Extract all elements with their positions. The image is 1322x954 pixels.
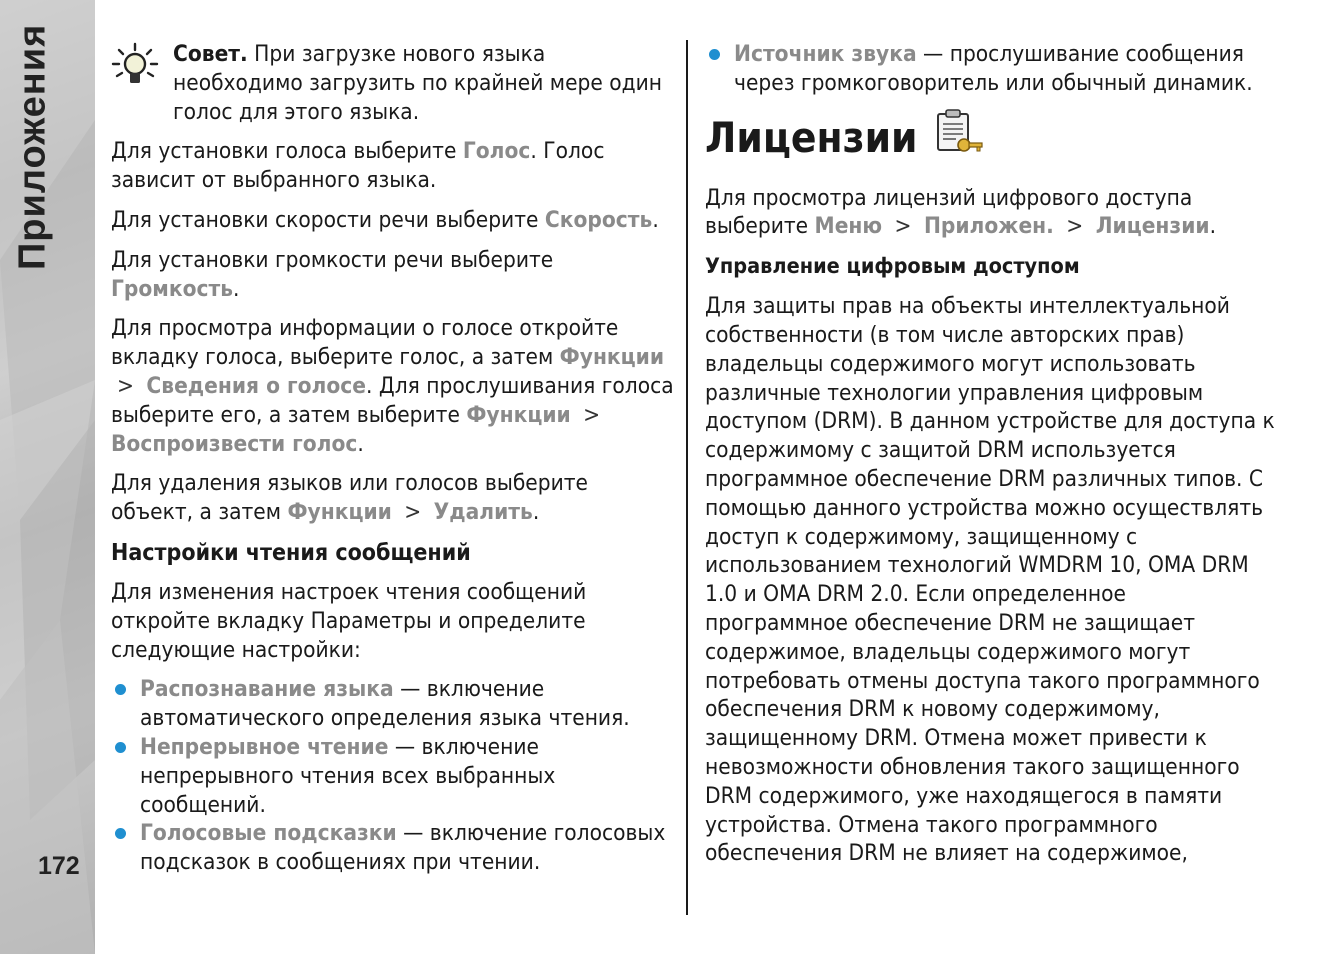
text: Для просмотра информации о голосе откройте вкладку голоса, выберите голос, а затем xyxy=(111,315,619,371)
bullet-desc: — включение непрерывного чтения всех выбранных сообщений. xyxy=(140,733,556,818)
selection-volume: Громкость xyxy=(111,275,234,302)
license-key-icon xyxy=(934,108,984,168)
tip-body: При загрузке нового языка необходимо загрузить по крайней мере один голос для этого языка. xyxy=(173,41,663,125)
list-item xyxy=(111,675,676,733)
text: . Голос зависит от выбранного языка. xyxy=(111,138,605,194)
path-separator: > xyxy=(1066,213,1084,240)
left-column xyxy=(111,40,676,877)
selection-play-voice: Воспроизвести голос xyxy=(111,430,358,457)
selection-functions: Функции xyxy=(466,401,571,428)
path-separator: > xyxy=(117,372,134,399)
right-column xyxy=(705,40,1275,879)
selection-delete: Удалить xyxy=(433,499,533,526)
selection-licenses: Лицензии xyxy=(1095,213,1210,240)
section-title: Приложения xyxy=(11,23,54,270)
tip-label: Совет. xyxy=(173,41,248,67)
speed-paragraph xyxy=(111,206,676,235)
list-item xyxy=(111,819,676,877)
text: . xyxy=(357,430,364,457)
volume-paragraph xyxy=(111,246,676,304)
text: . Для прослушивания голоса выберите его, а затем выберите xyxy=(111,372,674,428)
reading-settings-paragraph: Для изменения настроек чтения сообщений откройте вкладку Параметры и определите следующие настройки: xyxy=(111,578,587,663)
reading-settings-list xyxy=(111,675,676,877)
text: Для удаления языков или голосов выберите объект, а затем xyxy=(111,470,589,526)
selection-voice-info: Сведения о голосе xyxy=(146,372,367,399)
bullet-term: Непрерывное чтение xyxy=(140,733,389,760)
column-divider xyxy=(686,40,688,915)
selection-voice: Голос xyxy=(462,138,531,165)
text: Для установки скорости речи выберите xyxy=(111,206,539,233)
bullet-term: Голосовые подсказки xyxy=(140,820,397,847)
text: Для установки громкости речи выберите xyxy=(111,246,554,273)
selection-functions: Функции xyxy=(287,499,392,526)
selection-speed: Скорость xyxy=(544,206,653,233)
text: . xyxy=(233,275,240,302)
drm-paragraph: Для защиты прав на объекты интеллектуальной собственности (в том числе авторских прав) владельцы содержимого могут использовать различные технологии управления цифровым доступом (DRM). В данном устройстве для доступа к содержимому с защитой DRM используется программное обеспечение DRM различных типов. С помощью данного устройства можно осуществлять доступ к содержимому, защищенному с использованием технологий WMDRM 10, OMA DRM 1.0 и OMA DRM 2.0. Если определенное программное обеспечение DRM не защищает содержимое, владельцы содержимого могут потребовать отмены доступа такого программного обеспечения DRM к новому содержимому, защищенному DRM. Отмена может привести к невозможности обновления такого защищенного DRM содержимого, уже находящегося в памяти устройства. Отмена такого программного обеспечения DRM не влияет на содержимое, xyxy=(705,293,1275,867)
bullet-desc: — включение голосовых подсказок в сообщениях при чтении. xyxy=(140,820,666,876)
licenses-title xyxy=(705,108,1275,168)
bullet-desc: — включение автоматического определения языка чтения. xyxy=(140,676,630,732)
text: Для просмотра лицензий цифрового доступа выберите xyxy=(705,184,1193,240)
bullet-icon xyxy=(115,828,126,839)
bullet-icon xyxy=(709,49,720,60)
drm-heading: Управление цифровым доступом xyxy=(705,254,1080,280)
bullet-icon xyxy=(115,684,126,695)
selection-menu: Меню xyxy=(814,213,883,240)
tip-text xyxy=(173,40,676,126)
bullet-desc: — прослушивание сообщения через громкоговоритель или обычный динамик. xyxy=(734,41,1253,96)
text: . xyxy=(532,499,540,526)
list-item xyxy=(111,733,676,819)
text: Для установки голоса выберите xyxy=(111,138,457,165)
licenses-paragraph xyxy=(705,184,1275,242)
lightbulb-icon xyxy=(111,40,173,96)
licenses-title-text: Лицензии xyxy=(705,112,918,162)
text: . xyxy=(1209,213,1216,240)
page-number: 172 xyxy=(38,852,80,880)
voice-paragraph xyxy=(111,137,676,195)
delete-paragraph xyxy=(111,469,676,527)
path-separator: > xyxy=(404,499,422,526)
bullet-icon xyxy=(115,742,126,753)
path-separator: > xyxy=(583,401,601,428)
list-item xyxy=(705,40,1275,98)
path-separator: > xyxy=(894,213,912,240)
sidebar-band xyxy=(0,0,95,954)
selection-applications: Приложен. xyxy=(923,213,1054,240)
tip-block xyxy=(111,40,676,126)
text: . xyxy=(652,206,659,233)
reading-settings-heading: Настройки чтения сообщений xyxy=(111,539,471,566)
bullet-term: Источник звука xyxy=(734,41,917,67)
voice-info-paragraph xyxy=(111,314,676,458)
sound-source-list xyxy=(705,40,1275,98)
selection-functions: Функции xyxy=(559,344,665,371)
bullet-term: Распознавание языка xyxy=(140,676,394,703)
